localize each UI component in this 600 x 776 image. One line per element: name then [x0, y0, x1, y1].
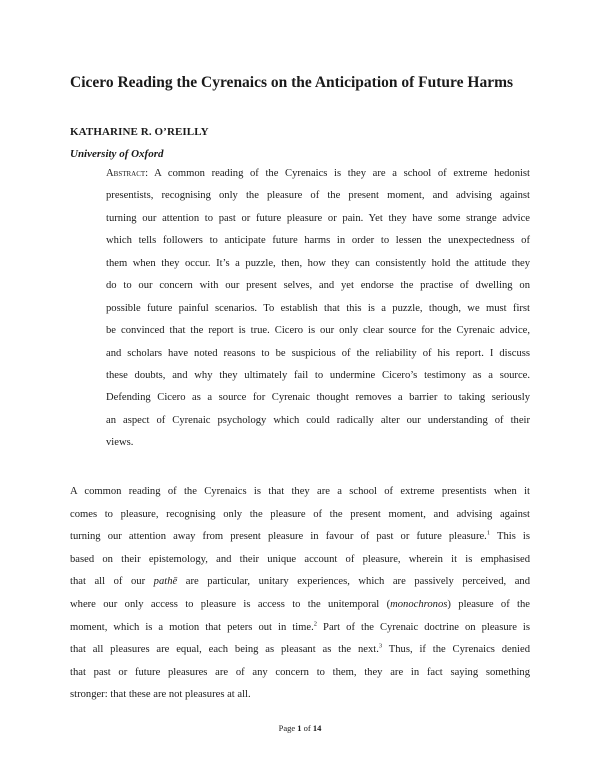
body-term-pathe: pathē: [153, 576, 178, 588]
footnote-ref-1[interactable]: 1: [486, 529, 491, 537]
body-text: Thus, if the Cyrenaics denied: [382, 644, 530, 656]
abstract-line: presentists, recognising only the pleasure of the present moment, and advising against: [106, 190, 530, 202]
body-text: are particular, unitary experiences, which are passively perceived, and: [177, 576, 531, 588]
abstract-line: be convinced that the report is true. Cicero is our only clear source for the Cyrenaic advice,: [106, 325, 530, 337]
body-text: turning our attention away from present pleasure in favour of past or future pleasure.: [70, 531, 487, 543]
page-footer: [0, 723, 600, 733]
abstract-line: do to our concern with our present selves, and yet endorse the practise of dwelling on: [106, 280, 530, 292]
abstract-line: which tells followers to anticipate future harms in order to lessen the unexpectedness of: [106, 235, 530, 247]
body-line: [70, 526, 530, 549]
author-affiliation: University of Oxford: [70, 148, 164, 160]
body-text: where our only access to pleasure is access to the unitemporal (: [70, 598, 391, 610]
abstract-line: possible future painful scenarios. To establish that this is a puzzle, though, we must first: [106, 302, 530, 314]
body-line: [70, 571, 530, 594]
abstract-line: Defending Cicero as a source for Cyrenaic thought removes a barrier to taking seriously: [106, 392, 530, 404]
abstract-line: them when they occur. It’s a puzzle, then, how they can consistently hold the attitude they: [106, 257, 530, 269]
body-text: Part of the Cyrenaic doctrine on pleasure is: [317, 621, 530, 633]
body-term-monochronos: monochronos: [390, 598, 448, 610]
body-text: that all of our: [70, 576, 154, 588]
body-paragraph: [70, 481, 530, 707]
body-line: A common reading of the Cyrenaics is that they are a school of extreme presentists when it: [70, 486, 530, 497]
abstract-text: : A common reading of the Cyrenaics is they are a school of extreme hedonist: [145, 168, 530, 179]
body-text: that all pleasures are equal, each being as pleasant as the next.: [70, 644, 379, 656]
body-line: that past or future pleasures are of any concern to them, they are in fact saying something: [70, 666, 530, 678]
abstract-line: and scholars have noted reasons to be suspicious of the reliability of his report. I discuss: [106, 347, 530, 359]
author-name: KATHARINE R. O’REILLY: [70, 126, 209, 138]
page-number: 1: [297, 723, 302, 733]
body-text: moment, which is a motion that peters out in time.: [70, 621, 314, 633]
abstract-line: [106, 163, 530, 185]
abstract-line: an aspect of Cyrenaic psychology which could radically alter our understanding of their: [106, 414, 530, 426]
body-line: [70, 639, 530, 662]
body-line: comes to pleasure, recognising only the pleasure of the present moment, and advising against: [70, 508, 530, 520]
footnote-ref-2[interactable]: 2: [313, 620, 318, 628]
body-line: [70, 594, 530, 617]
abstract-line: these doubts, and why they ultimately fail to undermine Cicero’s testimony as a source.: [106, 369, 530, 381]
page-word: Page: [278, 723, 296, 733]
body-line: stronger: that these are not pleasures at all.: [70, 689, 251, 701]
body-text: This is: [490, 531, 530, 543]
paper-title: Cicero Reading the Cyrenaics on the Anticipation of Future Harms: [70, 74, 514, 91]
abstract-line: views.: [106, 437, 134, 449]
body-text: ) pleasure of the: [447, 598, 530, 610]
of-word: of: [303, 723, 311, 733]
footnote-ref-3[interactable]: 3: [378, 642, 383, 650]
abstract-line: turning our attention to past or future pleasure or pain. Yet they have some strange advice: [106, 212, 530, 224]
body-line: based on their epistemology, and their unique account of pleasure, wherein it is emphasised: [70, 553, 530, 565]
page-total: 14: [312, 723, 322, 733]
body-line: [70, 617, 530, 640]
abstract: [106, 163, 530, 455]
abstract-label: Abstract: [106, 168, 146, 179]
